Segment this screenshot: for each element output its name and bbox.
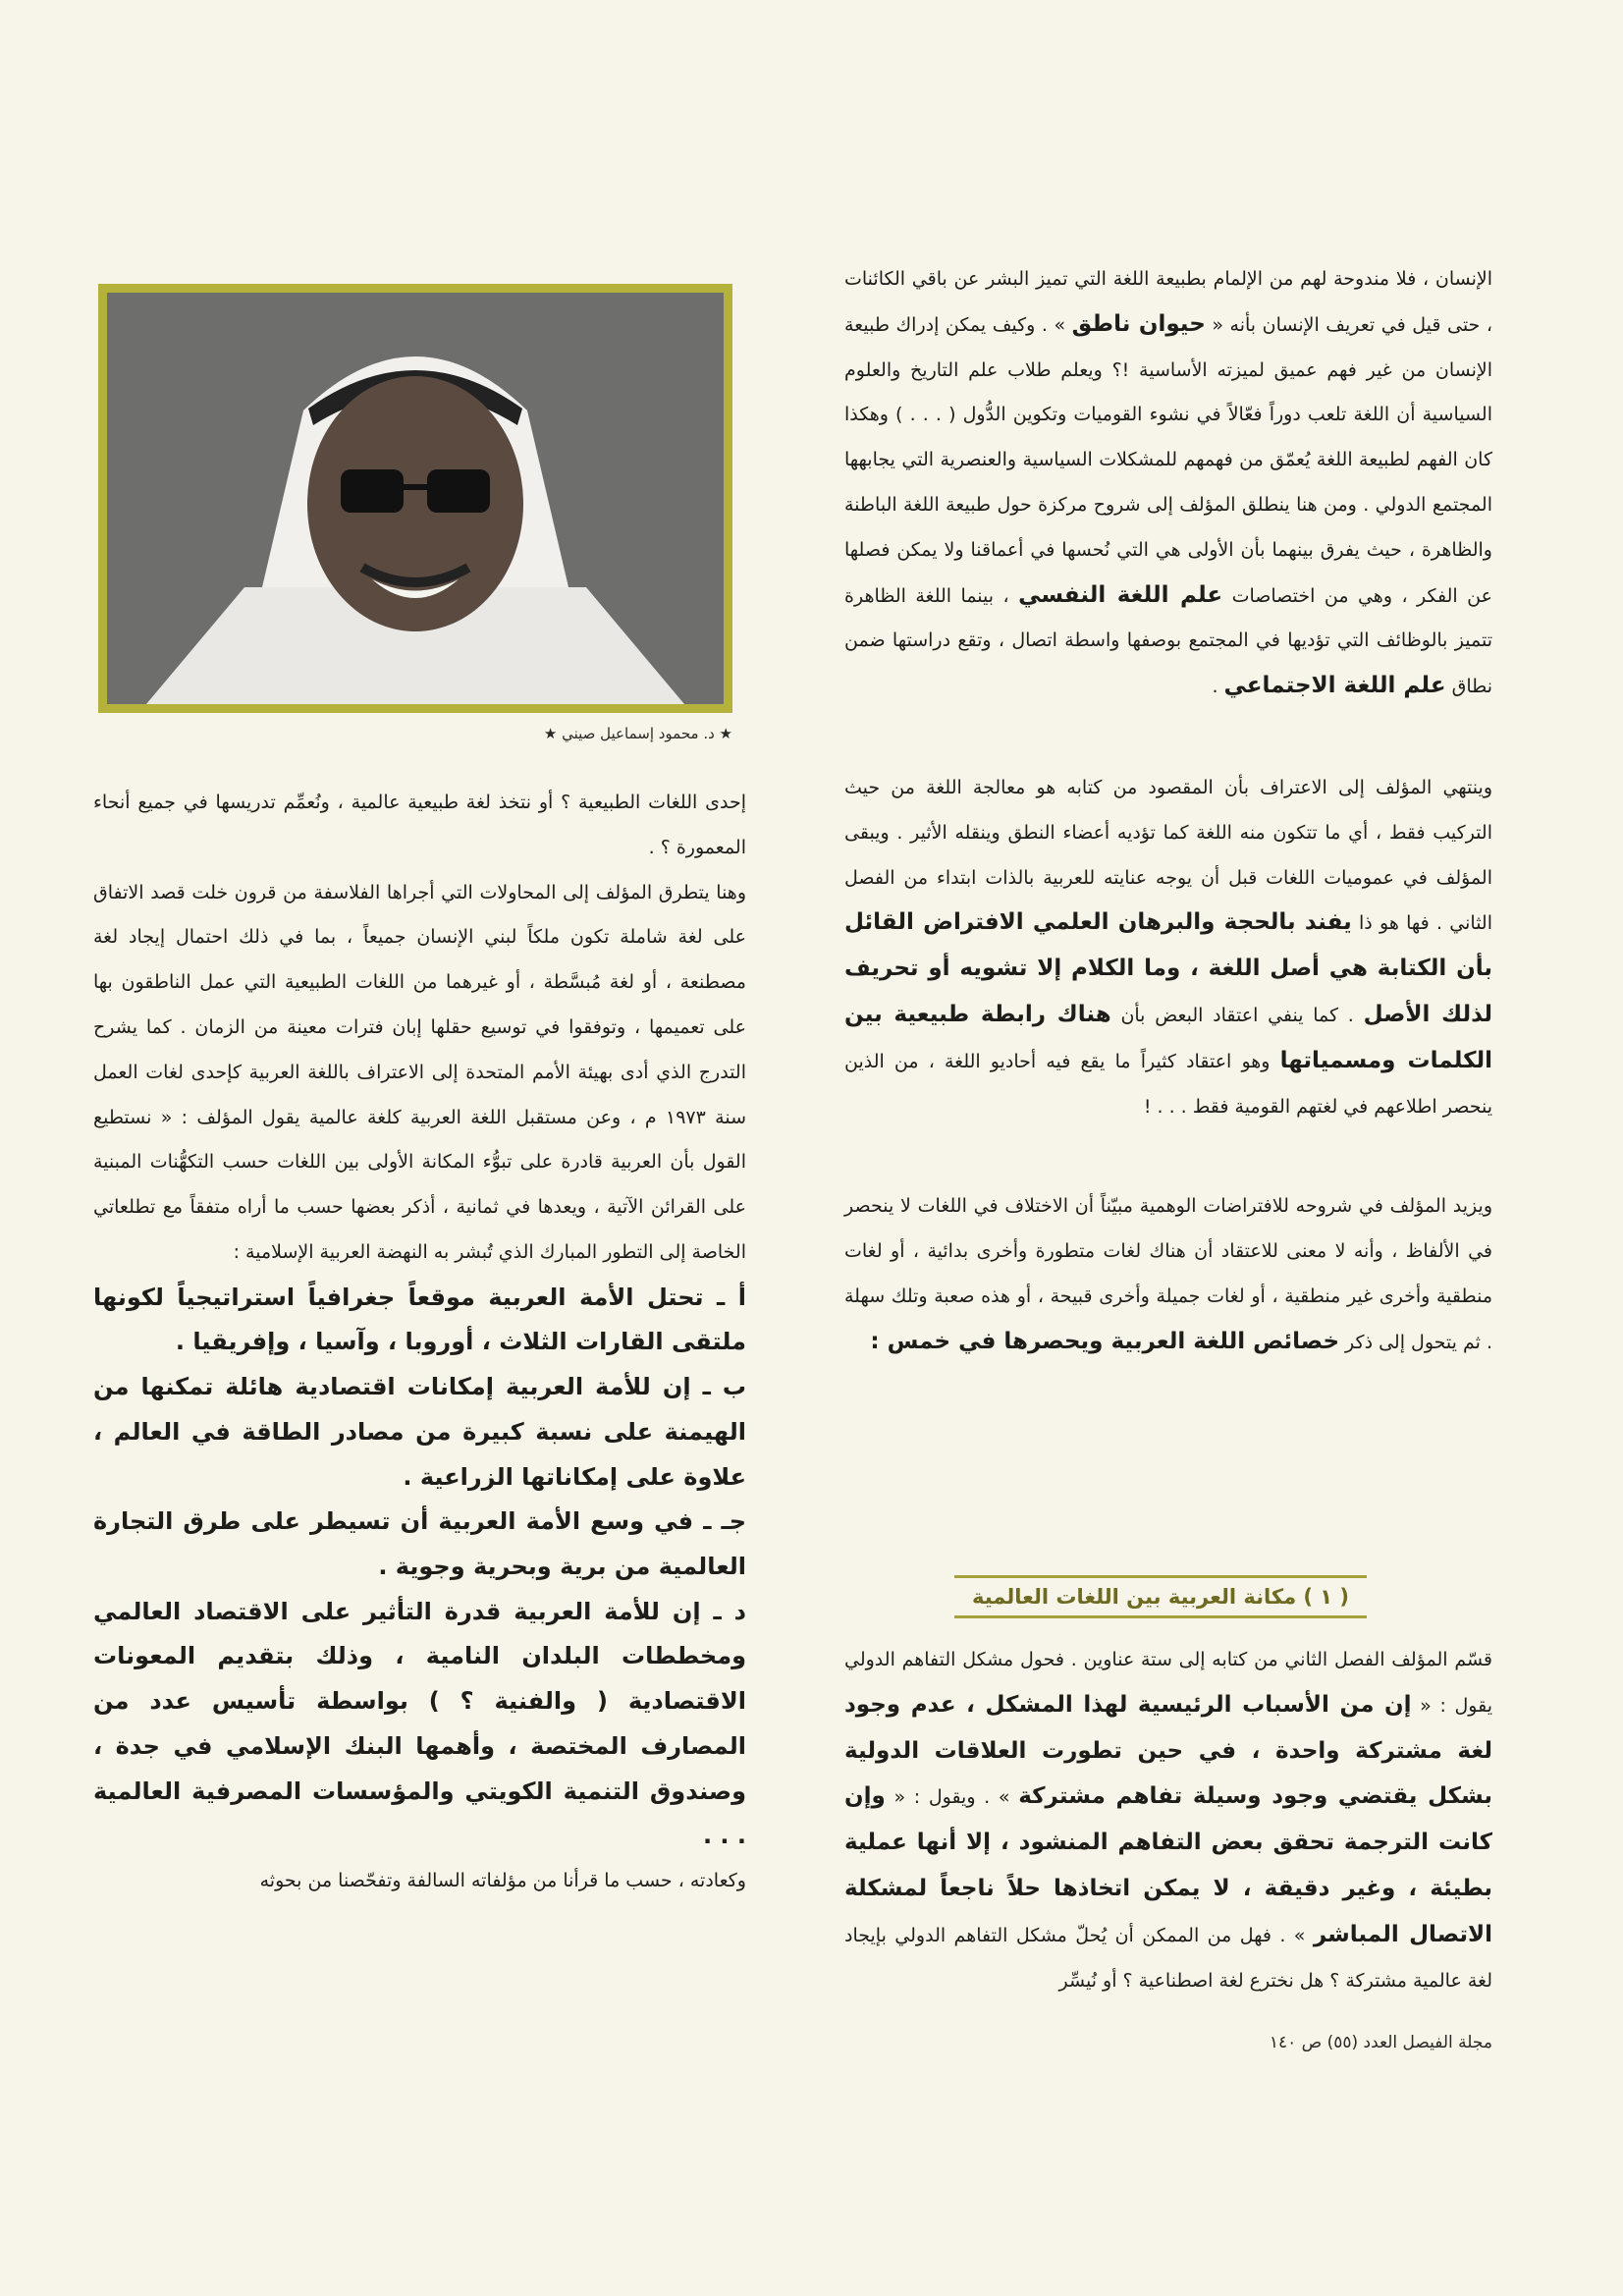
body-text: قسّم المؤلف الفصل الثاني من كتابه إلى ستة عناوين . فحول مشكل التفاهم الدولي يقول : « [844, 1649, 1492, 1717]
section-heading [954, 1575, 1367, 1618]
right-column-lower [844, 1638, 1492, 2003]
body-text: » . فهل من الممكن أن يُحلّ مشكل التفاهم الدولي بإيجاد لغة عالمية مشتركة ؟ هل نخترع لغة اصطناعية ؟ أو نُيسِّر [844, 1924, 1492, 1992]
right-paragraph-2 [844, 766, 1492, 1129]
right-column [844, 257, 1492, 1366]
body-text: . كما ينفي اعتقاد البعض بأن [1110, 1004, 1364, 1026]
list-item-a: أ ـ تحتل الأمة العربية موقعاً جغرافياً استراتيجياً لكونها ملتقى القارات الثلاث ، أوروبا ، وآسيا ، وإفريقيا . [93, 1283, 746, 1356]
body-text: وهو اعتقاد كثيراً ما يقع فيه أحاديو اللغة ، من الذين ينحصر اطلاعهم في لغتهم القومية فقط . . . ! [844, 1050, 1492, 1118]
emphasized-text: يفند بالحجة والبرهان العلمي الافتراض القائل بأن الكتابة هي أصل اللغة ، وما الكلام إلا تشويه أو تحريف لذلك الأصل [844, 909, 1493, 1027]
left-column [93, 781, 746, 1904]
list-item-b: ب ـ إن للأمة العربية إمكانات اقتصادية هائلة تمكنها من الهيمنة على نسبة كبيرة من مصادر الطاقة في العالم ، علاوة على إمكاناتها الزراعية . [93, 1373, 746, 1491]
body-text: » . وكيف يمكن إدراك طبيعة الإنسان من غير فهم عميق لميزته الأساسية !؟ ويعلم طلاب علم التاريخ والعلوم السياسية أن اللغة تلعب دوراً فعّالاً في نشوء القوميات وتكوين الدُّول ( . . . ) وهكذا كان الفهم لطبيعة اللغة يُعمّق من فهمهم للمشكلات السياسية والعنصرية التي يجابهها المجتمع الدولي . ومن هنا ينطلق المؤلف إلى شروح مركزة حول طبيعة اللغة الباطنة والظاهرة ، حيث يفرق بينهما بأن الأولى هي التي نُحسها في أعماقنا ولا يمكن فصلها عن الفكر ، وهي من اختصاصات [844, 313, 1492, 607]
left-paragraph-2: وهنا يتطرق المؤلف إلى المحاولات التي أجراها الفلاسفة من قرون خلت قصد الاتفاق على لغة شاملة تكون ملكاً لبني الإنسان جميعاً ، بما في ذلك احتمال إيجاد لغة مصطنعة ، أو لغة مُبسَّطة ، أو غيرهما من اللغات الطبيعية التي عمل الناطقون بها على تعميمها ، وتوفقوا في توسيع حقلها إبان فترات معينة من الزمان . كما يشرح التدرج الذي أدى بهيئة الأمم المتحدة إلى الاعتراف باللغة العربية كإحدى لغات العمل سنة ١٩٧٣ م ، وعن مستقبل اللغة العربية كلغة عالمية يقول المؤلف : « نستطيع القول بأن العربية قادرة على تبوُّء المكانة الأولى بين اللغات حسب التكهُّنات المبنية على القرائن الآتية ، ويعدها في ثمانية ، أذكر بعضها حسب ما أراه متفقاً مع تطلعاتي الخاصة إلى التطور المبارك الذي تُبشر به النهضة العربية الإسلامية : [93, 881, 746, 1263]
right-paragraph-3 [844, 1184, 1492, 1365]
emphasized-text: وإن كانت الترجمة تحقق بعض التفاهم المنشود ، إلا أنها عملية بطيئة ، وغير دقيقة ، لا يمكن اتخاذها حلاً ناجعاً لمشكلة الاتصال المباشر [844, 1783, 1492, 1947]
author-portrait [98, 284, 732, 713]
body-text: . [1212, 676, 1224, 698]
right-paragraph-4 [844, 1638, 1492, 2003]
body-text: » . ويقول : « [885, 1786, 1019, 1809]
body-text: ، بينما اللغة الظاهرة تتميز بالوظائف التي تؤديها في المجتمع بوصفها واسطة اتصال ، وتقع دراستها ضمن نطاق [844, 584, 1492, 698]
portrait-caption: ★ د. محمود إسماعيل صيني ★ [543, 725, 732, 742]
emphasized-text: خصائص اللغة العربية ويحصرها في خمس : [870, 1328, 1340, 1354]
body-text: وينتهي المؤلف إلى الاعتراف بأن المقصود من كتابه هو معالجة اللغة من حيث التركيب فقط ، أي ما تتكون منه اللغة كما تؤديه أعضاء النطق وينقله الأثير . ويبقى المؤلف في عموميات اللغات قبل أن يوجه عنايته للعربية بالذات ابتداء من الفصل الثاني . فها هو ذا [844, 776, 1492, 935]
left-paragraph-3: وكعادته ، حسب ما قرأنا من مؤلفاته السالفة وتفحّصنا من بحوثه [259, 1869, 746, 1891]
emphasized-text: علم اللغة النفسي [1018, 581, 1223, 608]
body-text: ويزيد المؤلف في شروحه للافتراضات الوهمية مبيّناً أن الاختلاف في اللغات لا ينحصر في الألفاظ ، وأنه لا معنى للاعتقاد أن هناك لغات متطورة وأخرى بدائية ، أو لغات منطقية وأخرى غير منطقية ، أو لغات جميلة وأخرى قبيحة ، أو هذه صعبة وتلك سهلة . ثم يتحول إلى ذكر [844, 1195, 1492, 1353]
left-paragraph-1: إحدى اللغات الطبيعية ؟ أو نتخذ لغة طبيعية عالمية ، ونُعمِّم تدريسها في جميع أنحاء المعمورة ؟ . [93, 792, 746, 858]
section-heading-text: ( ١ ) مكانة العربية بين اللغات العالمية [971, 1585, 1350, 1609]
body-text: الإنسان ، فلا مندوحة لهم من الإلمام بطبيعة اللغة التي تميز البشر عن باقي الكائنات ، حتى قيل في تعريف الإنسان بأنه « [844, 268, 1492, 336]
emphasized-text: علم اللغة الاجتماعي [1223, 673, 1446, 699]
portrait-photo [107, 293, 724, 704]
list-item-c: جـ ـ في وسع الأمة العربية أن تسيطر على طرق التجارة العالمية من برية وبحرية وجوية . [93, 1507, 746, 1580]
list-item-d: د ـ إن للأمة العربية قدرة التأثير على الاقتصاد العالمي ومخططات البلدان النامية ، وذلك بتقديم المعونات الاقتصادية ( والفنية ؟ ) بواسطة تأسيس عدد من المصارف المختصة ، وأهمها البنك الإسلامي في جدة ، وصندوق التنمية الكويتي والمؤسسات المصرفية العالمية . . . [93, 1597, 746, 1850]
emphasized-text: هناك رابطة طبيعية بين الكلمات ومسمياتها [844, 1001, 1492, 1073]
page-footer: مجلة الفيصل العدد (٥٥) ص ١٤٠ [1269, 2033, 1492, 2052]
emphasized-text: إن من الأسباب الرئيسية لهذا المشكل ، عدم وجود لغة مشتركة واحدة ، في حين تطورت العلاقات الدولية بشكل يقتضي وجود وسيلة تفاهم مشتركة [844, 1691, 1493, 1810]
emphasized-text: حيوان ناطق [1071, 310, 1206, 337]
right-paragraph-1 [844, 257, 1492, 710]
